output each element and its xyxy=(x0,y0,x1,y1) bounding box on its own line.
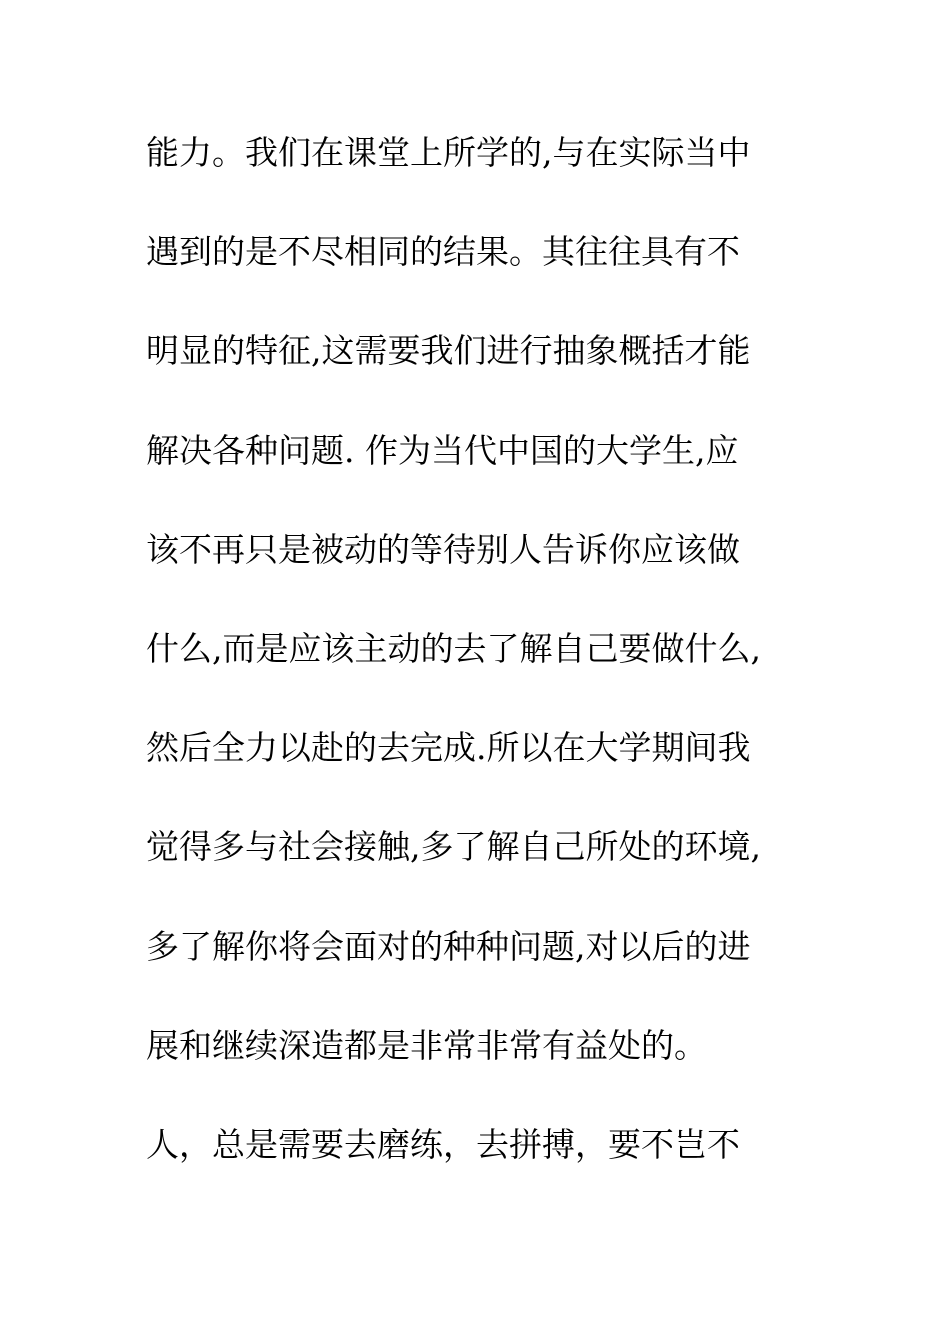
text-line-2: 遇到的是不尽相同的结果。其往往具有不 xyxy=(146,232,740,272)
text-line-7: 然后全力以赴的去完成.所以在大学期间我 xyxy=(146,728,751,768)
text-line-11: 人，总是需要去磨练，去拼搏，要不岂不 xyxy=(146,1124,740,1164)
text-line-4: 解决各种问题. 作为当代中国的大学生,应 xyxy=(146,430,739,470)
text-line-5: 该不再只是被动的等待别人告诉你应该做 xyxy=(146,529,740,569)
text-line-9: 多了解你将会面对的种种问题,对以后的进 xyxy=(146,926,751,966)
text-line-10: 展和继续深造都是非常非常有益处的。 xyxy=(146,1025,707,1065)
text-line-1: 能力。我们在课堂上所学的,与在实际当中 xyxy=(146,133,751,172)
body-text xyxy=(146,128,826,1219)
text-line-3: 明显的特征,这需要我们进行抽象概括才能 xyxy=(146,331,751,371)
text-line-8: 觉得多与社会接触,多了解自己所处的环境, xyxy=(146,827,761,867)
text-line-6: 什么,而是应该主动的去了解自己要做什么, xyxy=(146,628,761,668)
